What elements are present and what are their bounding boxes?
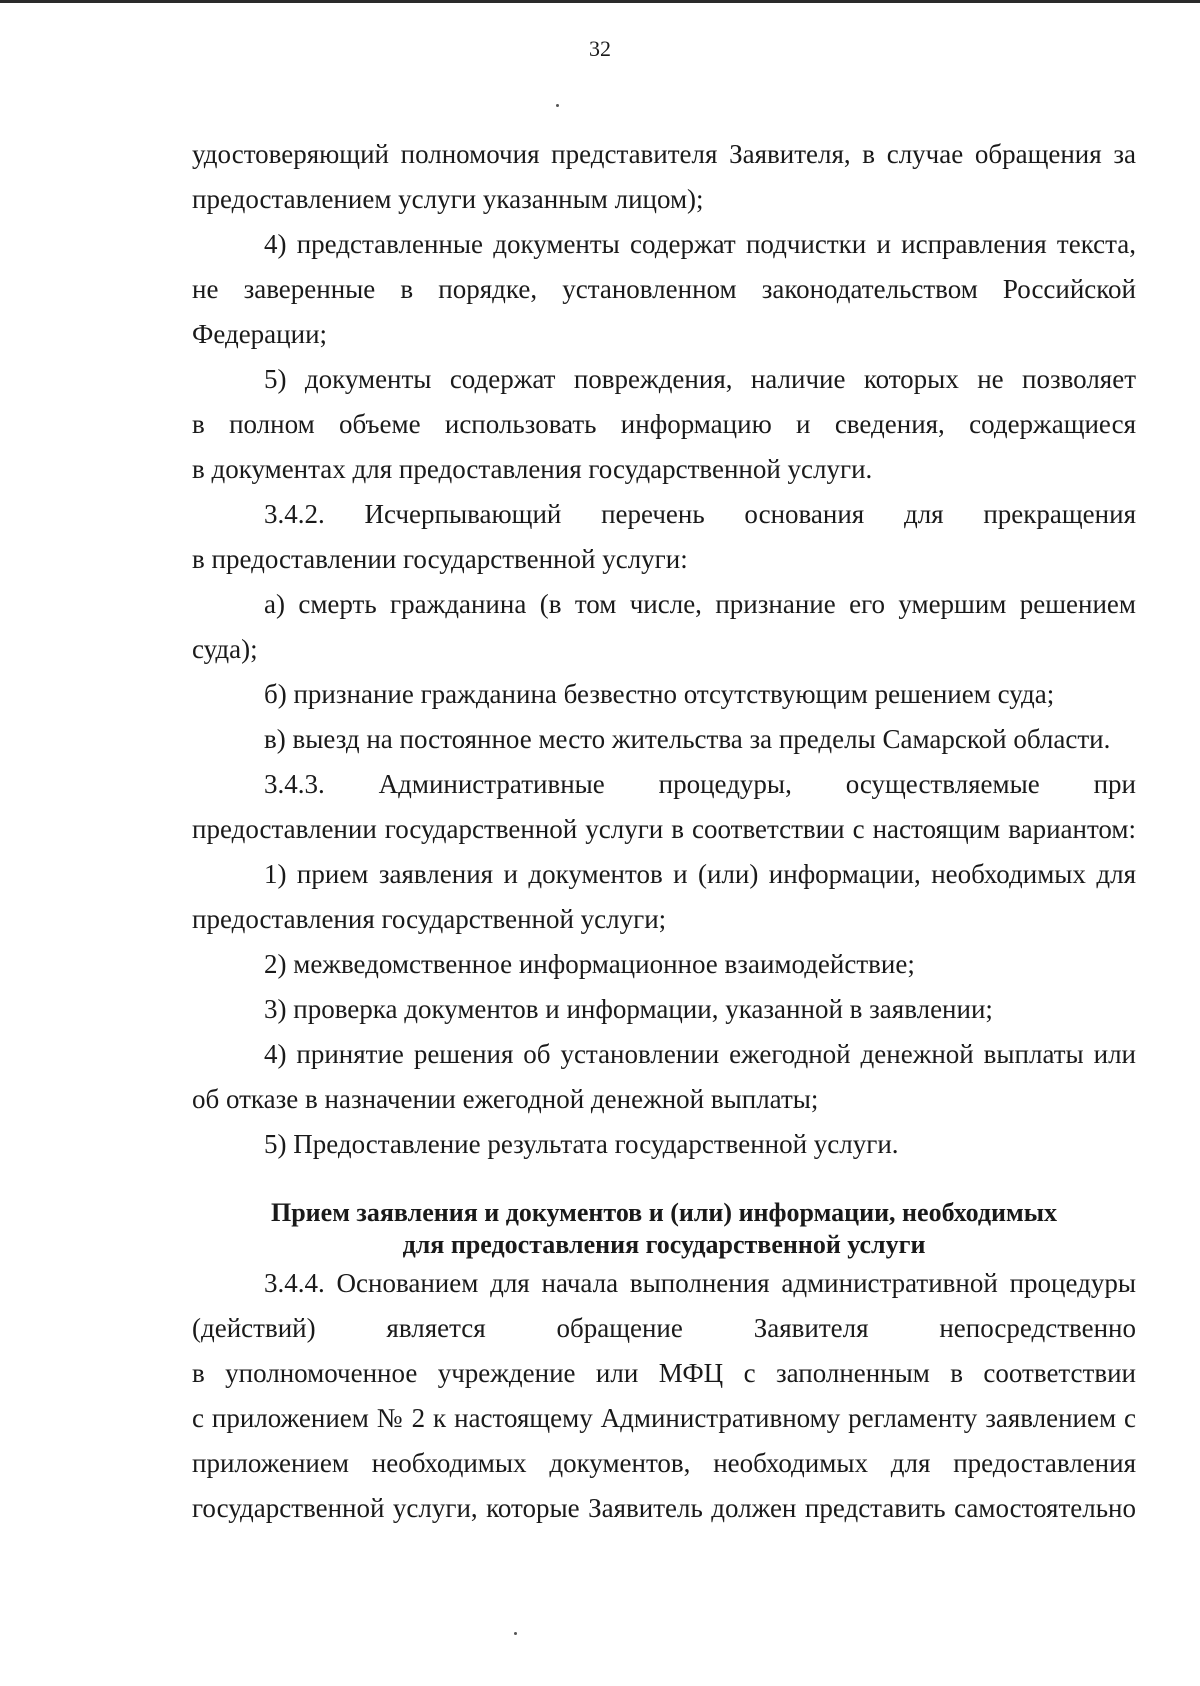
page-number: 32 [589, 36, 611, 61]
text-line: с приложением № 2 к настоящему Административному регламенту заявлением с [192, 1403, 1136, 1433]
text-line: не заверенные в порядке, установленном законодательством Российской [192, 274, 1136, 304]
top-border [0, 0, 1200, 3]
text-line: Федерации; [192, 319, 328, 349]
text-line: 4) принятие решения об установлении ежегодной денежной выплаты или [264, 1039, 1136, 1069]
text-line: в) выезд на постоянное место жительства за пределы Самарской области. [264, 724, 1111, 754]
text-line: 3) проверка документов и информации, указанной в заявлении; [264, 994, 993, 1024]
section-heading [192, 1197, 1136, 1261]
text-line: 2) межведомственное информационное взаимодействие; [264, 949, 915, 979]
text-line: а) смерть гражданина (в том числе, признание его умершим решением [264, 589, 1136, 619]
text-line: об отказе в назначении ежегодной денежной выплаты; [192, 1084, 819, 1114]
text-line: предоставления государственной услуги; [192, 904, 667, 934]
section-heading-line-2: для предоставления государственной услуги [402, 1230, 926, 1259]
text-line: 5) Предоставление результата государственной услуги. [264, 1129, 899, 1159]
text-line: государственной услуги, которые Заявитель должен представить самостоятельно [192, 1493, 1136, 1523]
text-line: суда); [192, 634, 258, 664]
section-heading-line-1: Прием заявления и документов и (или) информации, необходимых [270, 1198, 1057, 1227]
text-line: 1) прием заявления и документов и (или) информации, необходимых для [264, 859, 1136, 889]
text-line: 3.4.3. Административные процедуры, осуществляемые при [264, 769, 1136, 799]
text-line: 3.4.4. Основанием для начала выполнения административной процедуры [264, 1268, 1136, 1298]
text-line: в уполномоченное учреждение или МФЦ с заполненным в соответствии [192, 1358, 1136, 1388]
text-line: 5) документы содержат повреждения, наличие которых не позволяет [264, 364, 1136, 394]
text-line: предоставлении государственной услуги в соответствии с настоящим вариантом: [192, 814, 1136, 844]
paragraph-block [192, 132, 1136, 1167]
paragraph-block [192, 1261, 1136, 1531]
text-line: в документах для предоставления государственной услуги. [192, 454, 873, 484]
text-line: в предоставлении государственной услуги: [192, 544, 688, 574]
scan-speck [556, 104, 559, 107]
text-line: 3.4.2. Исчерпывающий перечень основания для прекращения [264, 499, 1136, 529]
text-line: 4) представленные документы содержат подчистки и исправления текста, [264, 229, 1136, 259]
text-line: удостоверяющий полномочия представителя Заявителя, в случае обращения за [192, 139, 1136, 169]
scan-speck [514, 1632, 517, 1635]
text-line: приложением необходимых документов, необходимых для предоставления [192, 1448, 1136, 1478]
text-line: б) признание гражданина безвестно отсутствующим решением суда; [264, 679, 1055, 709]
text-line: в полном объеме использовать информацию и сведения, содержащиеся [192, 409, 1136, 439]
text-line: (действий) является обращение Заявителя непосредственно [192, 1313, 1136, 1343]
text-line: предоставлением услуги указанным лицом); [192, 184, 704, 214]
document-body [192, 132, 1136, 1531]
